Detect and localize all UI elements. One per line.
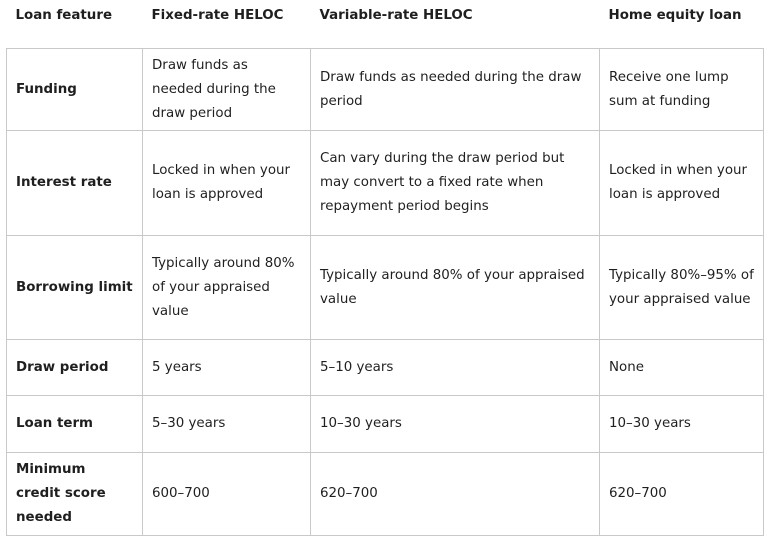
cell-fixed-funding: Draw funds as needed during the draw period [143, 49, 311, 131]
cell-fixed-borrowing-limit: Typically around 80% of your appraised value [143, 236, 311, 340]
cell-fixed-loan-term: 5–30 years [143, 396, 311, 453]
table-row-minimum-credit-score [7, 453, 764, 536]
row-label-interest-rate: Interest rate [7, 131, 143, 236]
header-home-equity-loan: Home equity loan [600, 0, 764, 49]
row-label-draw-period: Draw period [7, 340, 143, 396]
cell-variable-interest-rate: Can vary during the draw period but may convert to a fixed rate when repayment period begins [311, 131, 600, 236]
header-variable-rate-heloc: Variable-rate HELOC [311, 0, 600, 49]
row-label-minimum-credit-score: Minimum credit score needed [7, 453, 143, 536]
cell-variable-borrowing-limit: Typically around 80% of your appraised value [311, 236, 600, 340]
table-header-row [7, 0, 764, 49]
cell-variable-funding: Draw funds as needed during the draw period [311, 49, 600, 131]
cell-home-equity-draw-period: None [600, 340, 764, 396]
cell-variable-minimum-credit-score: 620–700 [311, 453, 600, 536]
cell-variable-draw-period: 5–10 years [311, 340, 600, 396]
cell-home-equity-loan-term: 10–30 years [600, 396, 764, 453]
cell-fixed-interest-rate: Locked in when your loan is approved [143, 131, 311, 236]
cell-variable-loan-term: 10–30 years [311, 396, 600, 453]
row-label-loan-term: Loan term [7, 396, 143, 453]
table-row-interest-rate [7, 131, 764, 236]
header-loan-feature: Loan feature [7, 0, 143, 49]
loan-comparison-table [6, 0, 764, 536]
cell-home-equity-interest-rate: Locked in when your loan is approved [600, 131, 764, 236]
cell-fixed-draw-period: 5 years [143, 340, 311, 396]
table-row-borrowing-limit [7, 236, 764, 340]
table-row-loan-term [7, 396, 764, 453]
cell-fixed-minimum-credit-score: 600–700 [143, 453, 311, 536]
cell-home-equity-funding: Receive one lump sum at funding [600, 49, 764, 131]
cell-home-equity-minimum-credit-score: 620–700 [600, 453, 764, 536]
table-row-draw-period [7, 340, 764, 396]
header-fixed-rate-heloc: Fixed-rate HELOC [143, 0, 311, 49]
cell-home-equity-borrowing-limit: Typically 80%–95% of your appraised value [600, 236, 764, 340]
row-label-borrowing-limit: Borrowing limit [7, 236, 143, 340]
row-label-funding: Funding [7, 49, 143, 131]
table-row-funding [7, 49, 764, 131]
